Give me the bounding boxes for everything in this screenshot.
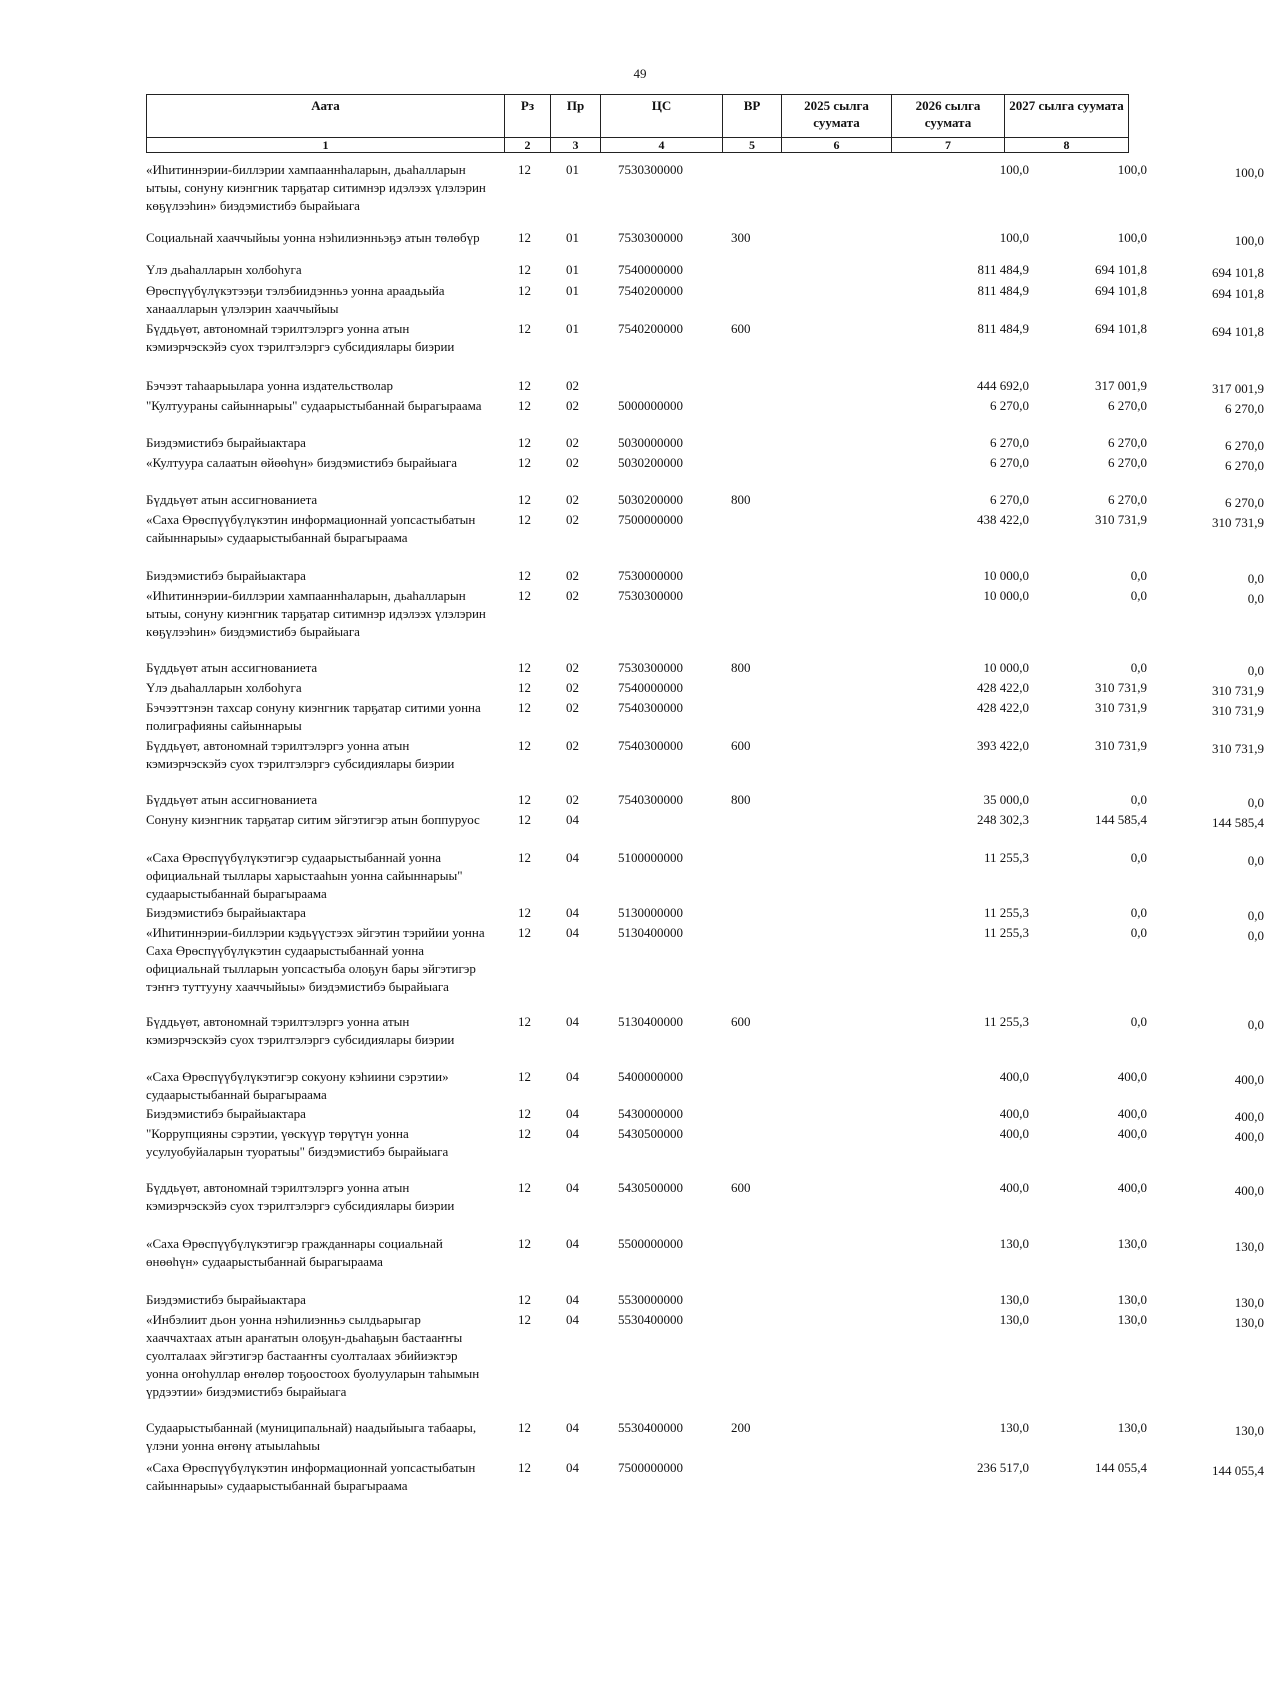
- row-pr: 02: [566, 512, 579, 527]
- row-2026: 144 055,4: [1095, 1460, 1147, 1475]
- row-rz: 12: [518, 455, 531, 470]
- row-cs: 7500000000: [618, 512, 683, 527]
- row-name: «Саха Өрөспүүбүлүкэтигэр сокуону кэhиини сэрэтии» судаарыстыбаннай бырагыраама: [146, 1069, 449, 1102]
- row-rz: 12: [518, 925, 531, 940]
- row-rz: 12: [518, 283, 531, 298]
- row-pr: 01: [566, 230, 579, 245]
- row-2026: 0,0: [1130, 1014, 1147, 1029]
- row-pr: 04: [566, 905, 579, 920]
- row-rz: 12: [518, 378, 531, 393]
- row-pr: 04: [566, 1312, 579, 1327]
- row-2025: 438 422,0: [977, 512, 1029, 527]
- row-cs: 5130000000: [618, 905, 683, 920]
- row-pr: 04: [566, 1126, 579, 1141]
- row-name: Үлэ дьаhалларын холбоhуга: [146, 262, 302, 277]
- row-rz: 12: [518, 492, 531, 507]
- row-pr: 04: [566, 1014, 579, 1029]
- row-2026: 310 731,9: [1095, 738, 1147, 753]
- row-name: Биэдэмистибэ бырайыактара: [146, 905, 306, 920]
- row-name: «Инбэлиит дьон уонна нэhилиэнньэ сылдьарыгар хааччахтаах атын араҥатын олоҕун-дьаhаҕын бастааҥҥы суолталаах эйгэтигэр бастааҥҥы суолталаах эбийиэктэр уонна оҥоhуллар өҥөлөр тоҕоостоох буолууларын таhымын үрдээтии» биэдэмистибэ бырайыага: [146, 1312, 480, 1399]
- row-2027: 400,0: [1234, 1183, 1264, 1198]
- row-2026: 130,0: [1117, 1292, 1147, 1307]
- row-2026: 0,0: [1130, 925, 1147, 940]
- row-rz: 12: [518, 1420, 531, 1435]
- row-2026: 400,0: [1117, 1106, 1147, 1121]
- row-name: Социальнай хааччыйыы уонна нэhилиэнньэҕэ атын төлөбүр: [146, 230, 480, 245]
- row-2025: 11 255,3: [983, 925, 1029, 940]
- row-pr: 02: [566, 455, 579, 470]
- row-name: «Култуура салаатын өйөөhүн» биэдэмистибэ бырайыага: [146, 455, 458, 470]
- row-pr: 04: [566, 1292, 579, 1307]
- row-2025: 10 000,0: [983, 588, 1029, 603]
- row-2027: 310 731,9: [1212, 515, 1264, 530]
- row-2026: 130,0: [1117, 1312, 1147, 1327]
- table-row: [146, 1105, 1264, 1125]
- row-cs: 7540200000: [618, 321, 683, 336]
- row-2026: 310 731,9: [1095, 512, 1147, 527]
- row-2025: 811 484,9: [977, 321, 1029, 336]
- row-cs: 5430000000: [618, 1106, 683, 1121]
- row-cs: 5530400000: [618, 1312, 683, 1327]
- table-row: [146, 659, 1264, 679]
- header-2027: 2027 сылга суумата: [1005, 95, 1129, 138]
- row-2026: 100,0: [1117, 162, 1147, 177]
- row-name: Бүддьүөт атын ассигнованиета: [146, 660, 318, 675]
- row-2027: 6 270,0: [1225, 495, 1264, 510]
- row-rz: 12: [518, 1106, 531, 1121]
- row-name: Бүддьүөт, автономнай тэрилтэлэргэ уонна атын кэмиэрчэскэйэ суох тэрилтэлэргэ субсидиялары биэрии: [146, 321, 455, 354]
- row-cs: 5000000000: [618, 398, 683, 413]
- row-pr: 02: [566, 660, 579, 675]
- table-row: [146, 791, 1264, 811]
- row-2025: 6 270,0: [990, 455, 1029, 470]
- row-2025: 10 000,0: [983, 568, 1029, 583]
- table-row: [146, 1179, 1264, 1235]
- row-2027: 400,0: [1234, 1109, 1264, 1124]
- row-pr: 04: [566, 1460, 579, 1475]
- row-2026: 317 001,9: [1095, 378, 1147, 393]
- row-2027: 310 731,9: [1212, 741, 1264, 756]
- col-number: 6: [782, 138, 892, 153]
- row-pr: 02: [566, 700, 579, 715]
- row-2025: 11 255,3: [983, 905, 1029, 920]
- table-row: [146, 924, 1264, 1013]
- row-2026: 400,0: [1117, 1180, 1147, 1195]
- row-pr: 02: [566, 588, 579, 603]
- table-row: [146, 161, 1264, 229]
- row-2026: 144 585,4: [1095, 812, 1147, 827]
- row-rz: 12: [518, 812, 531, 827]
- row-pr: 04: [566, 1420, 579, 1435]
- row-name: "Коррупцияны сэрэтии, үөскүүр төрүтүн уонна усулуобуйаларын туоратыы" биэдэмистибэ бырайыага: [146, 1126, 449, 1159]
- table-header: [146, 94, 1129, 153]
- row-2026: 400,0: [1117, 1126, 1147, 1141]
- row-rz: 12: [518, 1236, 531, 1251]
- row-cs: 7530300000: [618, 162, 683, 177]
- header-2026: 2026 сылга суумата: [892, 95, 1005, 138]
- table-row: [146, 1013, 1264, 1068]
- row-cs: 5530400000: [618, 1420, 683, 1435]
- row-2027: 130,0: [1234, 1295, 1264, 1310]
- row-2026: 400,0: [1117, 1069, 1147, 1084]
- row-2025: 248 302,3: [977, 812, 1029, 827]
- table-row: [146, 377, 1264, 397]
- row-2026: 6 270,0: [1108, 398, 1147, 413]
- row-cs: 5430500000: [618, 1126, 683, 1141]
- row-cs: 7530300000: [618, 660, 683, 675]
- table-row: [146, 811, 1264, 849]
- row-2025: 811 484,9: [977, 283, 1029, 298]
- row-2026: 694 101,8: [1095, 283, 1147, 298]
- row-cs: 5130400000: [618, 1014, 683, 1029]
- header-vr: ВР: [723, 95, 782, 138]
- row-2025: 100,0: [999, 162, 1029, 177]
- row-2026: 0,0: [1130, 568, 1147, 583]
- table-row: [146, 1291, 1264, 1311]
- row-rz: 12: [518, 680, 531, 695]
- row-cs: 7540000000: [618, 262, 683, 277]
- row-2025: 400,0: [999, 1180, 1029, 1195]
- row-cs: 7530000000: [618, 568, 683, 583]
- row-2025: 811 484,9: [977, 262, 1029, 277]
- col-number: 7: [892, 138, 1005, 153]
- row-2025: 428 422,0: [977, 680, 1029, 695]
- row-rz: 12: [518, 435, 531, 450]
- row-vr: 600: [731, 738, 751, 753]
- row-2026: 130,0: [1117, 1420, 1147, 1435]
- row-2025: 130,0: [999, 1292, 1029, 1307]
- row-2027: 0,0: [1247, 571, 1264, 586]
- row-vr: 800: [731, 492, 751, 507]
- table-row: [146, 282, 1264, 320]
- row-2025: 236 517,0: [977, 1460, 1029, 1475]
- row-name: «Иhитиннэрии-биллэрии хампааннhаларын, дьаhалларын ытыы, сонуну киэнгник тарҕатар ситимнэр идэлээх үлэлэрин көҕүлээhин» биэдэмистибэ бырайыага: [146, 162, 486, 213]
- row-2026: 310 731,9: [1095, 700, 1147, 715]
- row-2025: 400,0: [999, 1069, 1029, 1084]
- row-pr: 02: [566, 378, 579, 393]
- header-pr: Пр: [551, 95, 601, 138]
- row-cs: 5030200000: [618, 492, 683, 507]
- row-2025: 444 692,0: [977, 378, 1029, 393]
- row-2027: 0,0: [1247, 853, 1264, 868]
- row-name: Бүддьүөт, автономнай тэрилтэлэргэ уонна атын кэмиэрчэскэйэ суох тэрилтэлэргэ субсидиялары биэрии: [146, 1180, 455, 1213]
- row-pr: 02: [566, 680, 579, 695]
- row-name: «Саха Өрөспүүбүлүкэтигэр судаарыстыбаннай уонна официальнай тыллары харыстааhын уонна сайыннарыы" судаарыстыбаннай бырагыраама: [146, 850, 463, 901]
- row-pr: 01: [566, 283, 579, 298]
- row-name: Өрөспүүбүлүкэтээҕи тэлэбиидэнньэ уонна араадьыйа ханаалларын үлэлэрин хааччыйыы: [146, 283, 445, 316]
- row-2027: 130,0: [1234, 1239, 1264, 1254]
- row-2026: 0,0: [1130, 588, 1147, 603]
- table-row: [146, 454, 1264, 491]
- row-rz: 12: [518, 850, 531, 865]
- table-row: [146, 1311, 1264, 1419]
- row-name: Бэчээт таhаарыылара уонна издательстволар: [146, 378, 394, 393]
- row-2027: 0,0: [1247, 795, 1264, 810]
- row-name: Бүддьүөт атын ассигнованиета: [146, 492, 318, 507]
- row-rz: 12: [518, 905, 531, 920]
- row-rz: 12: [518, 792, 531, 807]
- row-name: Биэдэмистибэ бырайыактара: [146, 1292, 306, 1307]
- row-pr: 02: [566, 492, 579, 507]
- row-2025: 393 422,0: [977, 738, 1029, 753]
- col-number: 8: [1005, 138, 1129, 153]
- row-2027: 317 001,9: [1212, 381, 1264, 396]
- row-2025: 428 422,0: [977, 700, 1029, 715]
- row-2026: 0,0: [1130, 850, 1147, 865]
- row-name: «Саха Өрөспүүбүлүкэтигэр гражданнары социальнай өнөөhүн» судаарыстыбаннай бырагыраама: [146, 1236, 443, 1269]
- row-2026: 6 270,0: [1108, 492, 1147, 507]
- row-2027: 400,0: [1234, 1072, 1264, 1087]
- row-rz: 12: [518, 1312, 531, 1327]
- row-cs: 7540000000: [618, 680, 683, 695]
- row-cs: 5530000000: [618, 1292, 683, 1307]
- row-pr: 02: [566, 792, 579, 807]
- row-2026: 6 270,0: [1108, 455, 1147, 470]
- row-2025: 130,0: [999, 1312, 1029, 1327]
- page-number: 49: [633, 66, 647, 81]
- row-2026: 0,0: [1130, 905, 1147, 920]
- row-2026: 310 731,9: [1095, 680, 1147, 695]
- row-2025: 400,0: [999, 1106, 1029, 1121]
- row-2027: 400,0: [1234, 1129, 1264, 1144]
- row-2026: 0,0: [1130, 792, 1147, 807]
- row-2027: 310 731,9: [1212, 703, 1264, 718]
- row-2027: 144 585,4: [1212, 815, 1264, 830]
- row-cs: 7530300000: [618, 230, 683, 245]
- row-cs: 5500000000: [618, 1236, 683, 1251]
- col-number: 1: [147, 138, 505, 153]
- row-rz: 12: [518, 1292, 531, 1307]
- row-cs: 5030200000: [618, 455, 683, 470]
- table-row: [146, 229, 1264, 261]
- table-row: [146, 587, 1264, 659]
- row-pr: 02: [566, 738, 579, 753]
- row-2026: 694 101,8: [1095, 321, 1147, 336]
- row-2027: 0,0: [1247, 663, 1264, 678]
- table-row: [146, 320, 1264, 377]
- row-2026: 130,0: [1117, 1236, 1147, 1251]
- col-number: 2: [505, 138, 551, 153]
- row-2027: 144 055,4: [1212, 1463, 1264, 1478]
- row-name: Биэдэмистибэ бырайыактара: [146, 435, 306, 450]
- row-2026: 6 270,0: [1108, 435, 1147, 450]
- row-vr: 300: [731, 230, 751, 245]
- row-2025: 130,0: [999, 1420, 1029, 1435]
- row-cs: 7540300000: [618, 738, 683, 753]
- row-rz: 12: [518, 1014, 531, 1029]
- row-rz: 12: [518, 1180, 531, 1195]
- row-cs: 7500000000: [618, 1460, 683, 1475]
- row-rz: 12: [518, 398, 531, 413]
- table-row: [146, 511, 1264, 567]
- row-2027: 6 270,0: [1225, 401, 1264, 416]
- row-pr: 02: [566, 568, 579, 583]
- row-pr: 02: [566, 435, 579, 450]
- row-2025: 6 270,0: [990, 435, 1029, 450]
- row-vr: 600: [731, 1180, 751, 1195]
- row-2027: 694 101,8: [1212, 265, 1264, 280]
- row-rz: 12: [518, 1126, 531, 1141]
- row-pr: 01: [566, 162, 579, 177]
- row-cs: 5430500000: [618, 1180, 683, 1195]
- row-cs: 5100000000: [618, 850, 683, 865]
- col-number: 5: [723, 138, 782, 153]
- table-row: [146, 699, 1264, 737]
- table-row: [146, 261, 1264, 282]
- row-cs: 7540300000: [618, 792, 683, 807]
- row-pr: 04: [566, 850, 579, 865]
- row-rz: 12: [518, 700, 531, 715]
- row-rz: 12: [518, 1069, 531, 1084]
- row-name: Биэдэмистибэ бырайыактара: [146, 1106, 306, 1121]
- row-2025: 6 270,0: [990, 398, 1029, 413]
- row-2025: 10 000,0: [983, 660, 1029, 675]
- row-2027: 694 101,8: [1212, 324, 1264, 339]
- row-rz: 12: [518, 588, 531, 603]
- row-2027: 310 731,9: [1212, 683, 1264, 698]
- row-2025: 6 270,0: [990, 492, 1029, 507]
- row-cs: 5130400000: [618, 925, 683, 940]
- row-name: Судаарыстыбаннай (муниципальнай) наадыйыыга табаары, үлэни уонна өҥөнү атыылаhыы: [146, 1420, 477, 1453]
- row-2026: 0,0: [1130, 660, 1147, 675]
- row-vr: 200: [731, 1420, 751, 1435]
- row-2025: 11 255,3: [983, 1014, 1029, 1029]
- header-cs: ЦС: [601, 95, 723, 138]
- col-number: 4: [601, 138, 723, 153]
- row-cs: 7540200000: [618, 283, 683, 298]
- row-cs: 5400000000: [618, 1069, 683, 1084]
- row-2026: 100,0: [1117, 230, 1147, 245]
- row-2027: 130,0: [1234, 1423, 1264, 1438]
- table-row: [146, 1068, 1264, 1105]
- row-name: «Иhитиннэрии-биллэрии хампааннhаларын, дьаhалларын ытыы, сонуну киэнгник тарҕатар ситимнэр идэлээх үлэлэрин көҕүлээhин» биэдэмистибэ бырайыага: [146, 588, 486, 639]
- row-pr: 04: [566, 812, 579, 827]
- row-2027: 0,0: [1247, 928, 1264, 943]
- header-2025: 2025 сылга суумата: [782, 95, 892, 138]
- table-row: [146, 567, 1264, 587]
- table-row: [146, 1419, 1264, 1459]
- row-name: Бүддьүөт, автономнай тэрилтэлэргэ уонна атын кэмиэрчэскэйэ суох тэрилтэлэргэ субсидиялары биэрии: [146, 738, 455, 771]
- row-name: Үлэ дьаhалларын холбоhуга: [146, 680, 302, 695]
- row-pr: 04: [566, 1180, 579, 1195]
- row-2025: 11 255,3: [983, 850, 1029, 865]
- row-name: «Саха Өрөспүүбүлүкэтин информационнай уопсастыбатын сайыннарыы» судаарыстыбаннай бырагыраама: [146, 512, 476, 545]
- table-row: [146, 1235, 1264, 1291]
- row-2027: 694 101,8: [1212, 286, 1264, 301]
- row-name: «Саха Өрөспүүбүлүкэтин информационнай уопсастыбатын сайыннарыы» судаарыстыбаннай бырагыраама: [146, 1460, 476, 1493]
- table-row: [146, 849, 1264, 904]
- row-2027: 100,0: [1234, 233, 1264, 248]
- row-rz: 12: [518, 230, 531, 245]
- table-row: [146, 679, 1264, 699]
- row-name: Бэчээттэнэн тахсар сонуну киэнгник тарҕатар ситими уонна полиграфияны сайыннарыы: [146, 700, 481, 733]
- row-2027: 100,0: [1234, 165, 1264, 180]
- row-2027: 0,0: [1247, 1017, 1264, 1032]
- row-2025: 35 000,0: [983, 792, 1029, 807]
- row-cs: 7540300000: [618, 700, 683, 715]
- table-row: [146, 737, 1264, 791]
- row-2027: 6 270,0: [1225, 438, 1264, 453]
- header-rz: Рз: [505, 95, 551, 138]
- row-name: "Култуураны сайыннарыы" судаарыстыбаннай бырагыраама: [146, 398, 482, 413]
- table-row: [146, 434, 1264, 454]
- row-pr: 04: [566, 925, 579, 940]
- row-rz: 12: [518, 1460, 531, 1475]
- row-pr: 01: [566, 321, 579, 336]
- row-rz: 12: [518, 738, 531, 753]
- row-rz: 12: [518, 512, 531, 527]
- row-name: «Иhитиннэрии-биллэрии кэдьүүстээх эйгэтин тэрийии уонна Саха Өрөспүүбүлүкэтин судаарыстыбаннай уонна официальнай тылларын уопсастыба олоҕун бары эйгэтигэр тэҥҥэ туттууну хааччыйыы» биэдэмистибэ бырайыага: [146, 925, 485, 994]
- table-row: [146, 491, 1264, 511]
- row-pr: 04: [566, 1106, 579, 1121]
- header-aata: Аата: [147, 95, 505, 138]
- row-2027: 6 270,0: [1225, 458, 1264, 473]
- row-rz: 12: [518, 568, 531, 583]
- col-number: 3: [551, 138, 601, 153]
- row-cs: 5030000000: [618, 435, 683, 450]
- row-name: Бүддьүөт, автономнай тэрилтэлэргэ уонна атын кэмиэрчэскэйэ суох тэрилтэлэргэ субсидиялары биэрии: [146, 1014, 455, 1047]
- table-row: [146, 1459, 1264, 1515]
- row-2027: 130,0: [1234, 1315, 1264, 1330]
- row-name: Биэдэмистибэ бырайыактара: [146, 568, 306, 583]
- row-cs: 7530300000: [618, 588, 683, 603]
- row-rz: 12: [518, 321, 531, 336]
- row-rz: 12: [518, 262, 531, 277]
- row-vr: 800: [731, 792, 751, 807]
- row-rz: 12: [518, 162, 531, 177]
- row-name: Бүддьүөт атын ассигнованиета: [146, 792, 318, 807]
- row-pr: 01: [566, 262, 579, 277]
- table-row: [146, 904, 1264, 924]
- table-row: [146, 1125, 1264, 1179]
- row-pr: 02: [566, 398, 579, 413]
- row-vr: 800: [731, 660, 751, 675]
- row-2025: 100,0: [999, 230, 1029, 245]
- row-vr: 600: [731, 321, 751, 336]
- table-row: [146, 397, 1264, 434]
- row-2027: 0,0: [1247, 591, 1264, 606]
- row-pr: 04: [566, 1236, 579, 1251]
- row-2027: 0,0: [1247, 908, 1264, 923]
- row-2025: 400,0: [999, 1126, 1029, 1141]
- row-vr: 600: [731, 1014, 751, 1029]
- row-2026: 694 101,8: [1095, 262, 1147, 277]
- row-rz: 12: [518, 660, 531, 675]
- row-pr: 04: [566, 1069, 579, 1084]
- row-name: Сонуну киэнгник тарҕатар ситим эйгэтигэр атын боппуруос: [146, 812, 480, 827]
- row-2025: 130,0: [999, 1236, 1029, 1251]
